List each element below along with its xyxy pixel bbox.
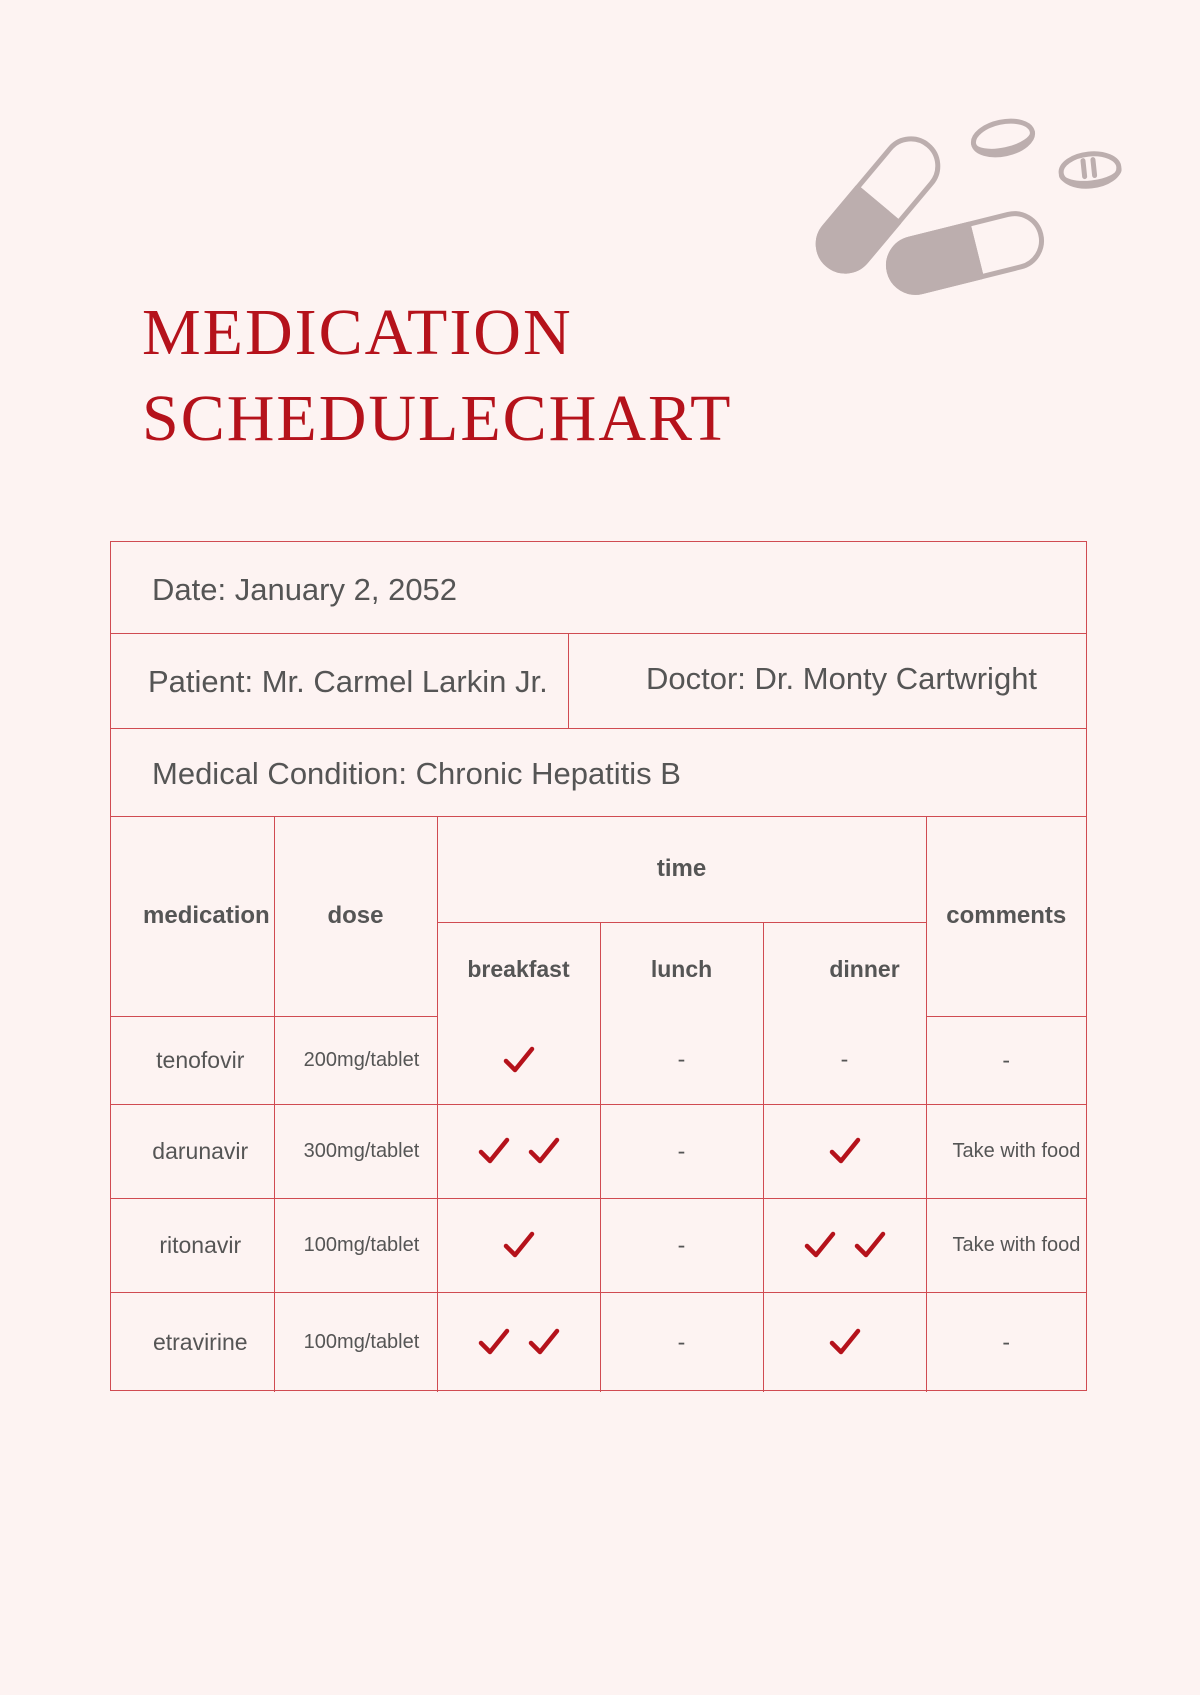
medication-cell: etravirine: [111, 1292, 274, 1392]
condition-text: Medical Condition: Chronic Hepatitis B: [152, 756, 681, 791]
breakfast-cell: [437, 1198, 600, 1292]
pills-icon: [790, 105, 1130, 305]
check-icon: [503, 1230, 535, 1260]
page-title: [142, 290, 732, 462]
breakfast-cell: [437, 1292, 600, 1392]
check-icon: [478, 1327, 510, 1357]
medication-cell: darunavir: [111, 1104, 274, 1198]
medication-schedule-sheet: [110, 541, 1087, 1391]
schedule-table: [111, 817, 1086, 1392]
check-icon: [528, 1327, 560, 1357]
doctor-text: Doctor: Dr. Monty Cartwright: [646, 661, 1038, 696]
breakfast-cell: [437, 1016, 600, 1104]
table-row: [111, 1198, 1086, 1292]
header-dose: dose: [274, 817, 437, 1016]
check-icon: [854, 1230, 886, 1260]
check-icon: [503, 1045, 535, 1075]
comments-cell: Take with food: [926, 1198, 1086, 1292]
lunch-cell: [600, 1292, 763, 1392]
dinner-cell: [763, 1104, 926, 1198]
table-row: [111, 1292, 1086, 1392]
dinner-cell: [763, 1292, 926, 1392]
breakfast-cell: [437, 1104, 600, 1198]
header-comments: comments: [926, 817, 1086, 1016]
lunch-cell: [600, 1104, 763, 1198]
check-icon: [528, 1136, 560, 1166]
comments-cell: -: [926, 1016, 1086, 1104]
medication-cell: tenofovir: [111, 1016, 274, 1104]
dose-cell: 100mg/tablet: [274, 1292, 437, 1392]
check-icon: [829, 1136, 861, 1166]
medication-cell: ritonavir: [111, 1198, 274, 1292]
lunch-cell: [600, 1198, 763, 1292]
check-icon: [478, 1136, 510, 1166]
lunch-cell: [600, 1016, 763, 1104]
column-divider: [568, 634, 569, 728]
header-dinner: dinner: [763, 922, 926, 1016]
page-title-line-1: MEDICATION: [142, 296, 573, 369]
patient-doctor-row: [111, 634, 1086, 729]
patient-text: Patient: Mr. Carmel Larkin Jr.: [148, 664, 548, 699]
header-time: time: [437, 817, 926, 922]
condition-row: [111, 729, 1086, 817]
table-row: [111, 1016, 1086, 1104]
table-row: [111, 1104, 1086, 1198]
dose-cell: 200mg/tablet: [274, 1016, 437, 1104]
dose-cell: 100mg/tablet: [274, 1198, 437, 1292]
header-lunch: lunch: [600, 922, 763, 1016]
header-medication: medication: [111, 817, 274, 1016]
dinner-cell: [763, 1016, 926, 1104]
check-icon: [829, 1327, 861, 1357]
comments-cell: -: [926, 1292, 1086, 1392]
dose-cell: 300mg/tablet: [274, 1104, 437, 1198]
lunch-dash: -: [677, 1231, 686, 1258]
lunch-dash: -: [677, 1046, 686, 1073]
dinner-dash: -: [840, 1046, 849, 1073]
header-breakfast: breakfast: [437, 922, 600, 1016]
comments-cell: Take with food: [926, 1104, 1086, 1198]
dinner-cell: [763, 1198, 926, 1292]
lunch-dash: -: [677, 1328, 686, 1355]
check-icon: [804, 1230, 836, 1260]
date-row: [111, 542, 1086, 634]
schedule-rows: [111, 1016, 1086, 1392]
page-title-line-2: SCHEDULECHART: [142, 382, 733, 455]
date-text: Date: January 2, 2052: [152, 572, 458, 607]
lunch-dash: -: [677, 1137, 686, 1164]
